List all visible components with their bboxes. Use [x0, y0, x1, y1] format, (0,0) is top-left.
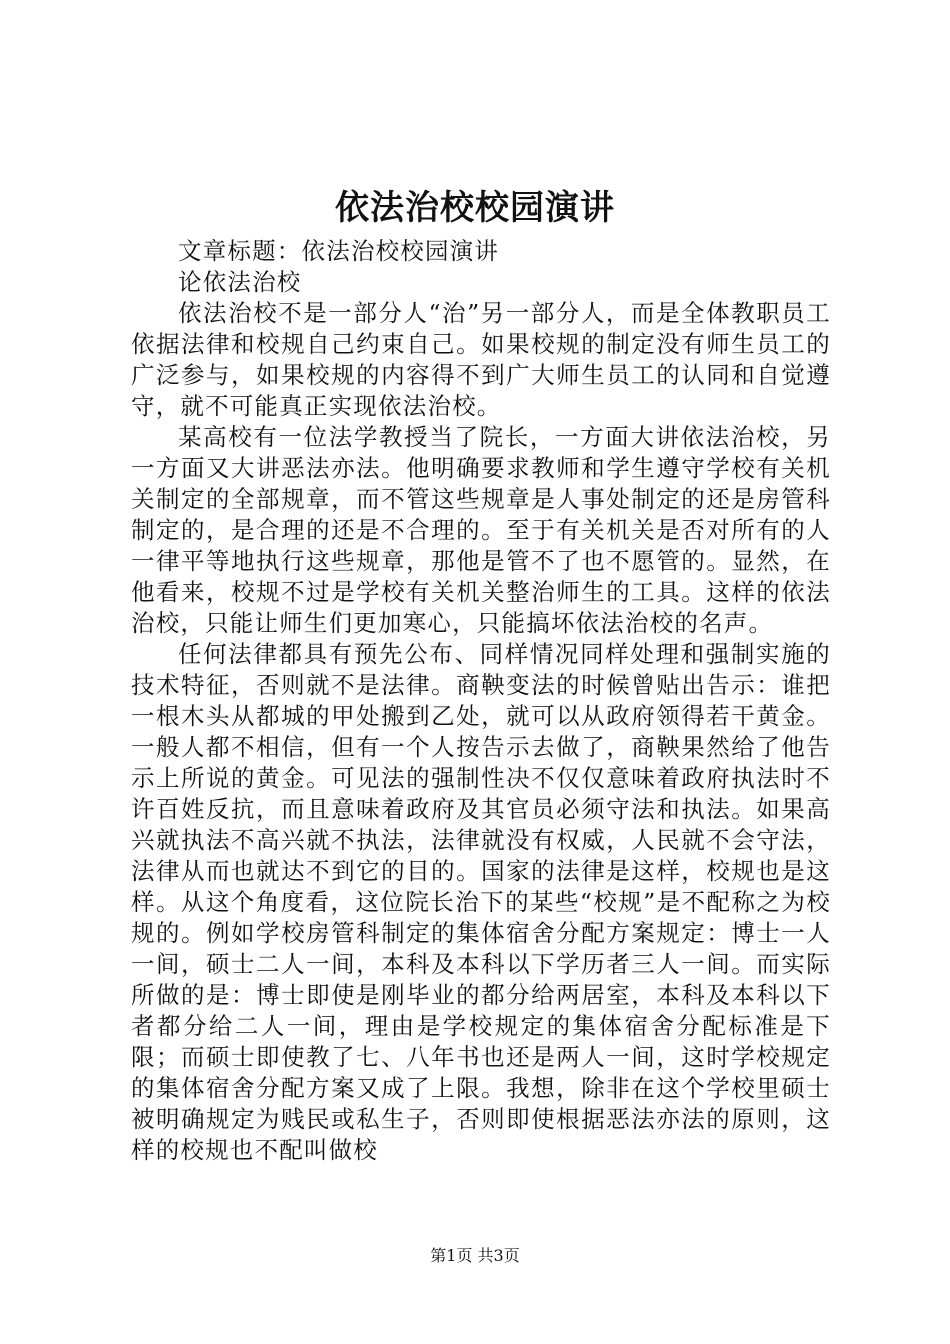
article-title-line: 文章标题：依法治校校园演讲 [178, 237, 500, 265]
document-body [131, 236, 831, 1166]
section-heading: 论依法治校 [178, 268, 302, 296]
paragraph: 某高校有一位法学教授当了院长，一方面大讲依法治校，另一方面又大讲恶法亦法。他明确要求教师和学生遵守学校有关机关制定的全部规章，而不管这些规章是人事处制定的还是房管科制定的，是合理的还是不合理的。至于有关机关是否对所有的人一律平等地执行这些规章，那他是管不了也不愿管的。显然，在他看来，校规不过是学校有关机关整治师生的工具。这样的依法治校，只能让师生们更加寒心，只能搞坏依法治校的名声。 [131, 423, 831, 637]
paragraph: 任何法律都具有预先公布、同样情况同样处理和强制实施的技术特征，否则就不是法律。商鞅变法的时候曾贴出告示：谁把一根木头从都城的甲处搬到乙处，就可以从政府领得若干黄金。一般人都不相信，但有一个人按告示去做了，商鞅果然给了他告示上所说的黄金。可见法的强制性决不仅仅意味着政府执法时不许百姓反抗，而且意味着政府及其官员必须守法和执法。如果高兴就执法不高兴就不执法，法律就没有权威，人民就不会守法，法律从而也就达不到它的目的。国家的法律是这样，校规也是这样。从这个角度看，这位院长治下的某些“校规”是不配称之为校规的。例如学校房管科制定的集体宿舍分配方案规定：博士一人一间，硕士二人一间，本科及本科以下学历者三人一间。而实际所做的是：博士即使是刚毕业的都分给两居室，本科及本科以下者都分给二人一间，理由是学校规定的集体宿舍分配标准是下限；而硕士即使教了七、八年书也还是两人一间，这时学校规定的集体宿舍分配方案又成了上限。我想，除非在这个学校里硕士被明确规定为贱民或私生子，否则即使根据恶法亦法的原则，这样的校规也不配叫做校 [131, 640, 831, 1164]
document-title: 依法治校校园演讲 [335, 188, 615, 228]
page-footer: 第1页 共3页 [430, 1246, 520, 1265]
paragraph: 依法治校不是一部分人“治”另一部分人，而是全体教职员工依据法律和校规自己约束自己。如果校规的制定没有师生员工的广泛参与，如果校规的内容得不到广大师生员工的认同和自觉遵守，就不可能真正实现依法治校。 [131, 299, 831, 420]
